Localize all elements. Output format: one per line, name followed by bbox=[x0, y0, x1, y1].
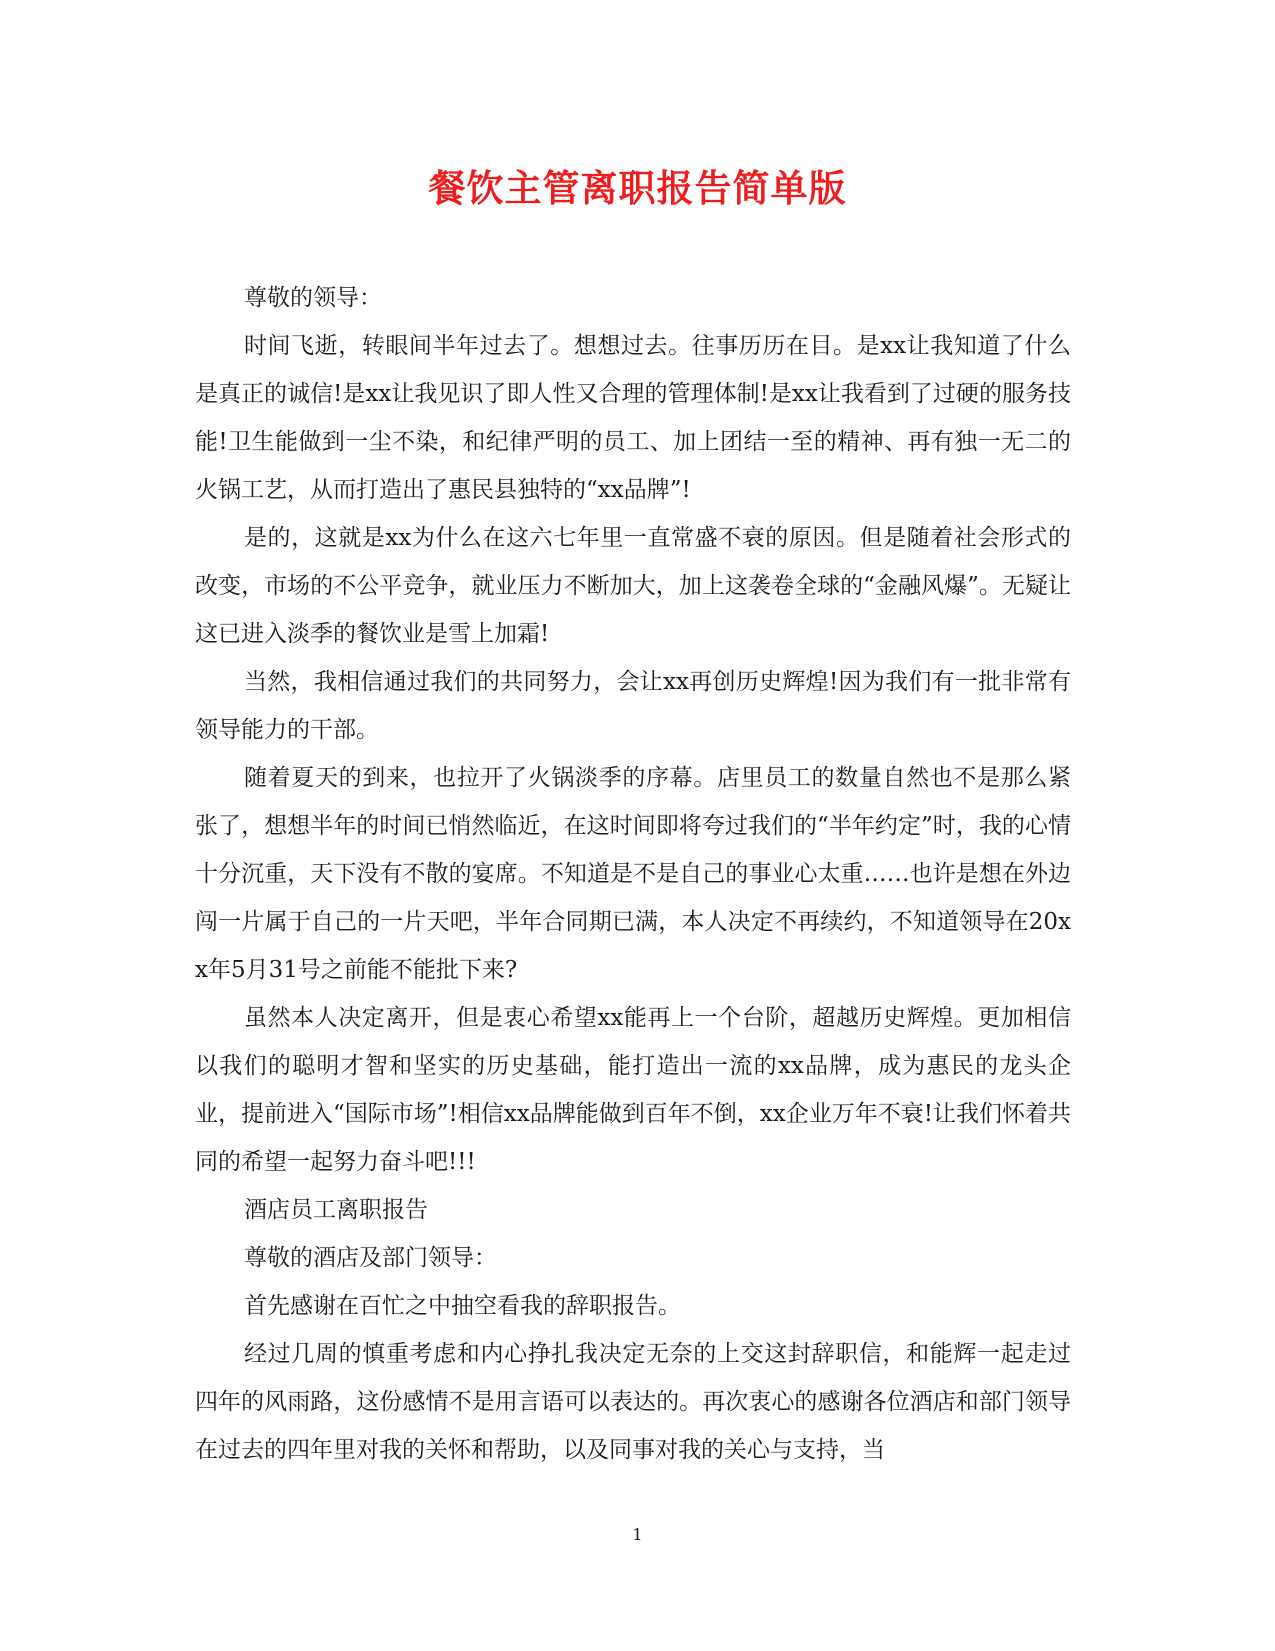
body-paragraph: 经过几周的慎重考虑和内心挣扎我决定无奈的上交这封辞职信，和能辉一起走过四年的风雨路，这份感情不是用言语可以表达的。再次衷心的感谢各位酒店和部门领导在过去的四年里对我的关怀和帮助，以及同事对我的关心与支持，当 bbox=[195, 1341, 1071, 1463]
body-paragraph: 随着夏天的到来，也拉开了火锅淡季的序幕。店里员工的数量自然也不是那么紧张了，想想半年的时间已悄然临近，在这时间即将夸过我们的“半年约定”时，我的心情十分沉重，天下没有不散的宴席。不知道是不是自己的事业心太重……也许是想在外边闯一片属于自己的一片天吧，半年合同期已满，本人决定不再续约，不知道领导在20xx年5月31号之前能不能批下来? bbox=[195, 765, 1071, 983]
body-paragraph: 虽然本人决定离开，但是衷心希望xx能再上一个台阶，超越历史辉煌。更加相信以我们的聪明才智和坚实的历史基础，能打造出一流的xx品牌，成为惠民的龙头企业，提前进入“国际市场”!相信xx品牌能做到百年不倒，xx企业万年不衰!让我们怀着共同的希望一起努力奋斗吧!!! bbox=[195, 1005, 1071, 1175]
document-title: 餐饮主管离职报告简单版 bbox=[428, 166, 847, 210]
body-paragraph: 时间飞逝，转眼间半年过去了。想想过去。往事历历在目。是xx让我知道了什么是真正的诚信!是xx让我见识了即人性又合理的管理体制!是xx让我看到了过硬的服务技能!卫生能做到一尘不染，和纪律严明的员工、加上团结一至的精神、再有独一无二的火锅工艺，从而打造出了惠民县独特的“xx品牌”! bbox=[195, 333, 1071, 503]
salutation-paragraph: 尊敬的酒店及部门领导： bbox=[244, 1245, 497, 1271]
body-paragraph: 当然，我相信通过我们的共同努力，会让xx再创历史辉煌!因为我们有一批非常有领导能力的干部。 bbox=[195, 669, 1071, 743]
page-number: 1 bbox=[632, 1525, 643, 1544]
document-body bbox=[195, 274, 1071, 1474]
salutation-paragraph: 尊敬的领导： bbox=[244, 285, 382, 311]
body-paragraph: 是的，这就是xx为什么在这六七年里一直常盛不衰的原因。但是随着社会形式的改变，市场的不公平竞争，就业压力不断加大，加上这袭卷全球的“金融风爆”。无疑让这已进入淡季的餐饮业是雪上加霜! bbox=[195, 525, 1071, 647]
body-paragraph: 首先感谢在百忙之中抽空看我的辞职报告。 bbox=[244, 1293, 681, 1319]
section-heading-paragraph: 酒店员工离职报告 bbox=[244, 1197, 428, 1223]
